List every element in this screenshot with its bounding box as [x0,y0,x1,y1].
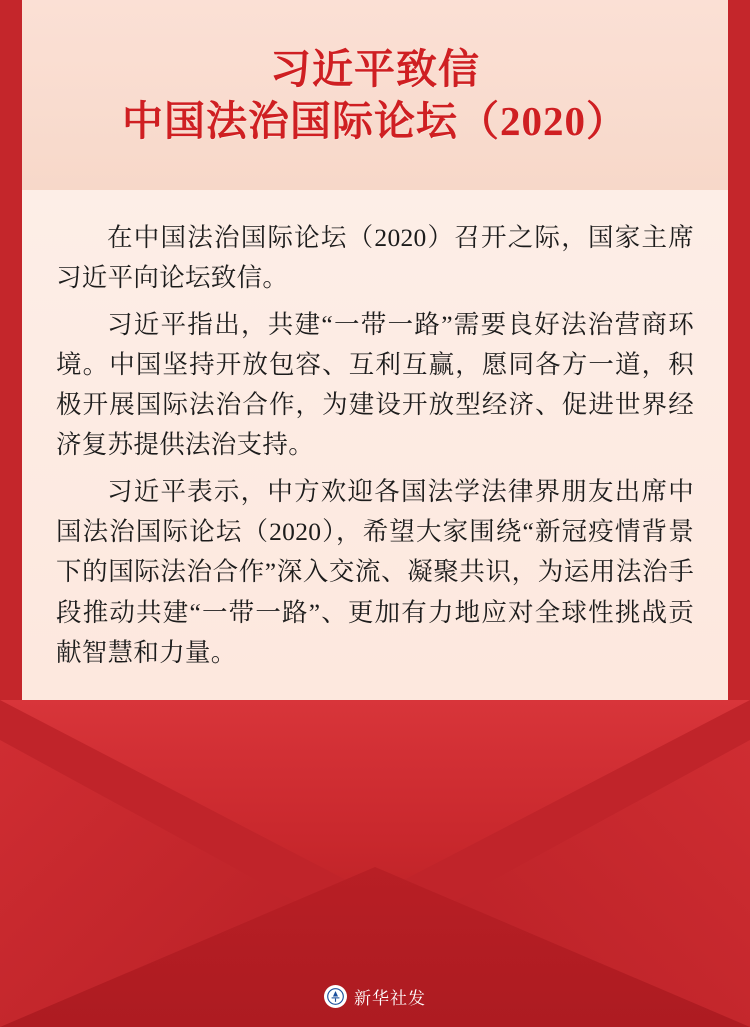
poster-body [22,190,728,750]
body-paragraph-3: 习近平表示，中方欢迎各国法学法律界朋友出席中国法治国际论坛（2020），希望大家围绕“新冠疫情背景下的国际法治合作”深入交流、凝聚共识，为运用法治手段推动共建“一带一路”、更加有力地应对全球性挑战贡献智慧和力量。 [56,476,694,667]
xinhua-logo-icon [324,985,347,1008]
poster-title-line-1: 习近平致信 [270,45,480,92]
poster-title-line-2: 中国法治国际论坛（2020） [122,98,628,144]
body-paragraph-2: 习近平指出，共建“一带一路”需要良好法治营商环境。中国坚持开放包容、互利互赢，愿同各方一道，积极开展国际法治合作，为建设开放型经济、促进世界经济复苏提供法治支持。 [56,309,694,460]
poster-header [22,0,728,190]
body-paragraph-1: 在中国法治国际论坛（2020）召开之际，国家主席习近平向论坛致信。 [56,223,694,293]
footer-credit [0,984,750,1009]
envelope-illustration [0,700,750,1027]
footer-agency-text: 新华社发 [354,989,426,1008]
